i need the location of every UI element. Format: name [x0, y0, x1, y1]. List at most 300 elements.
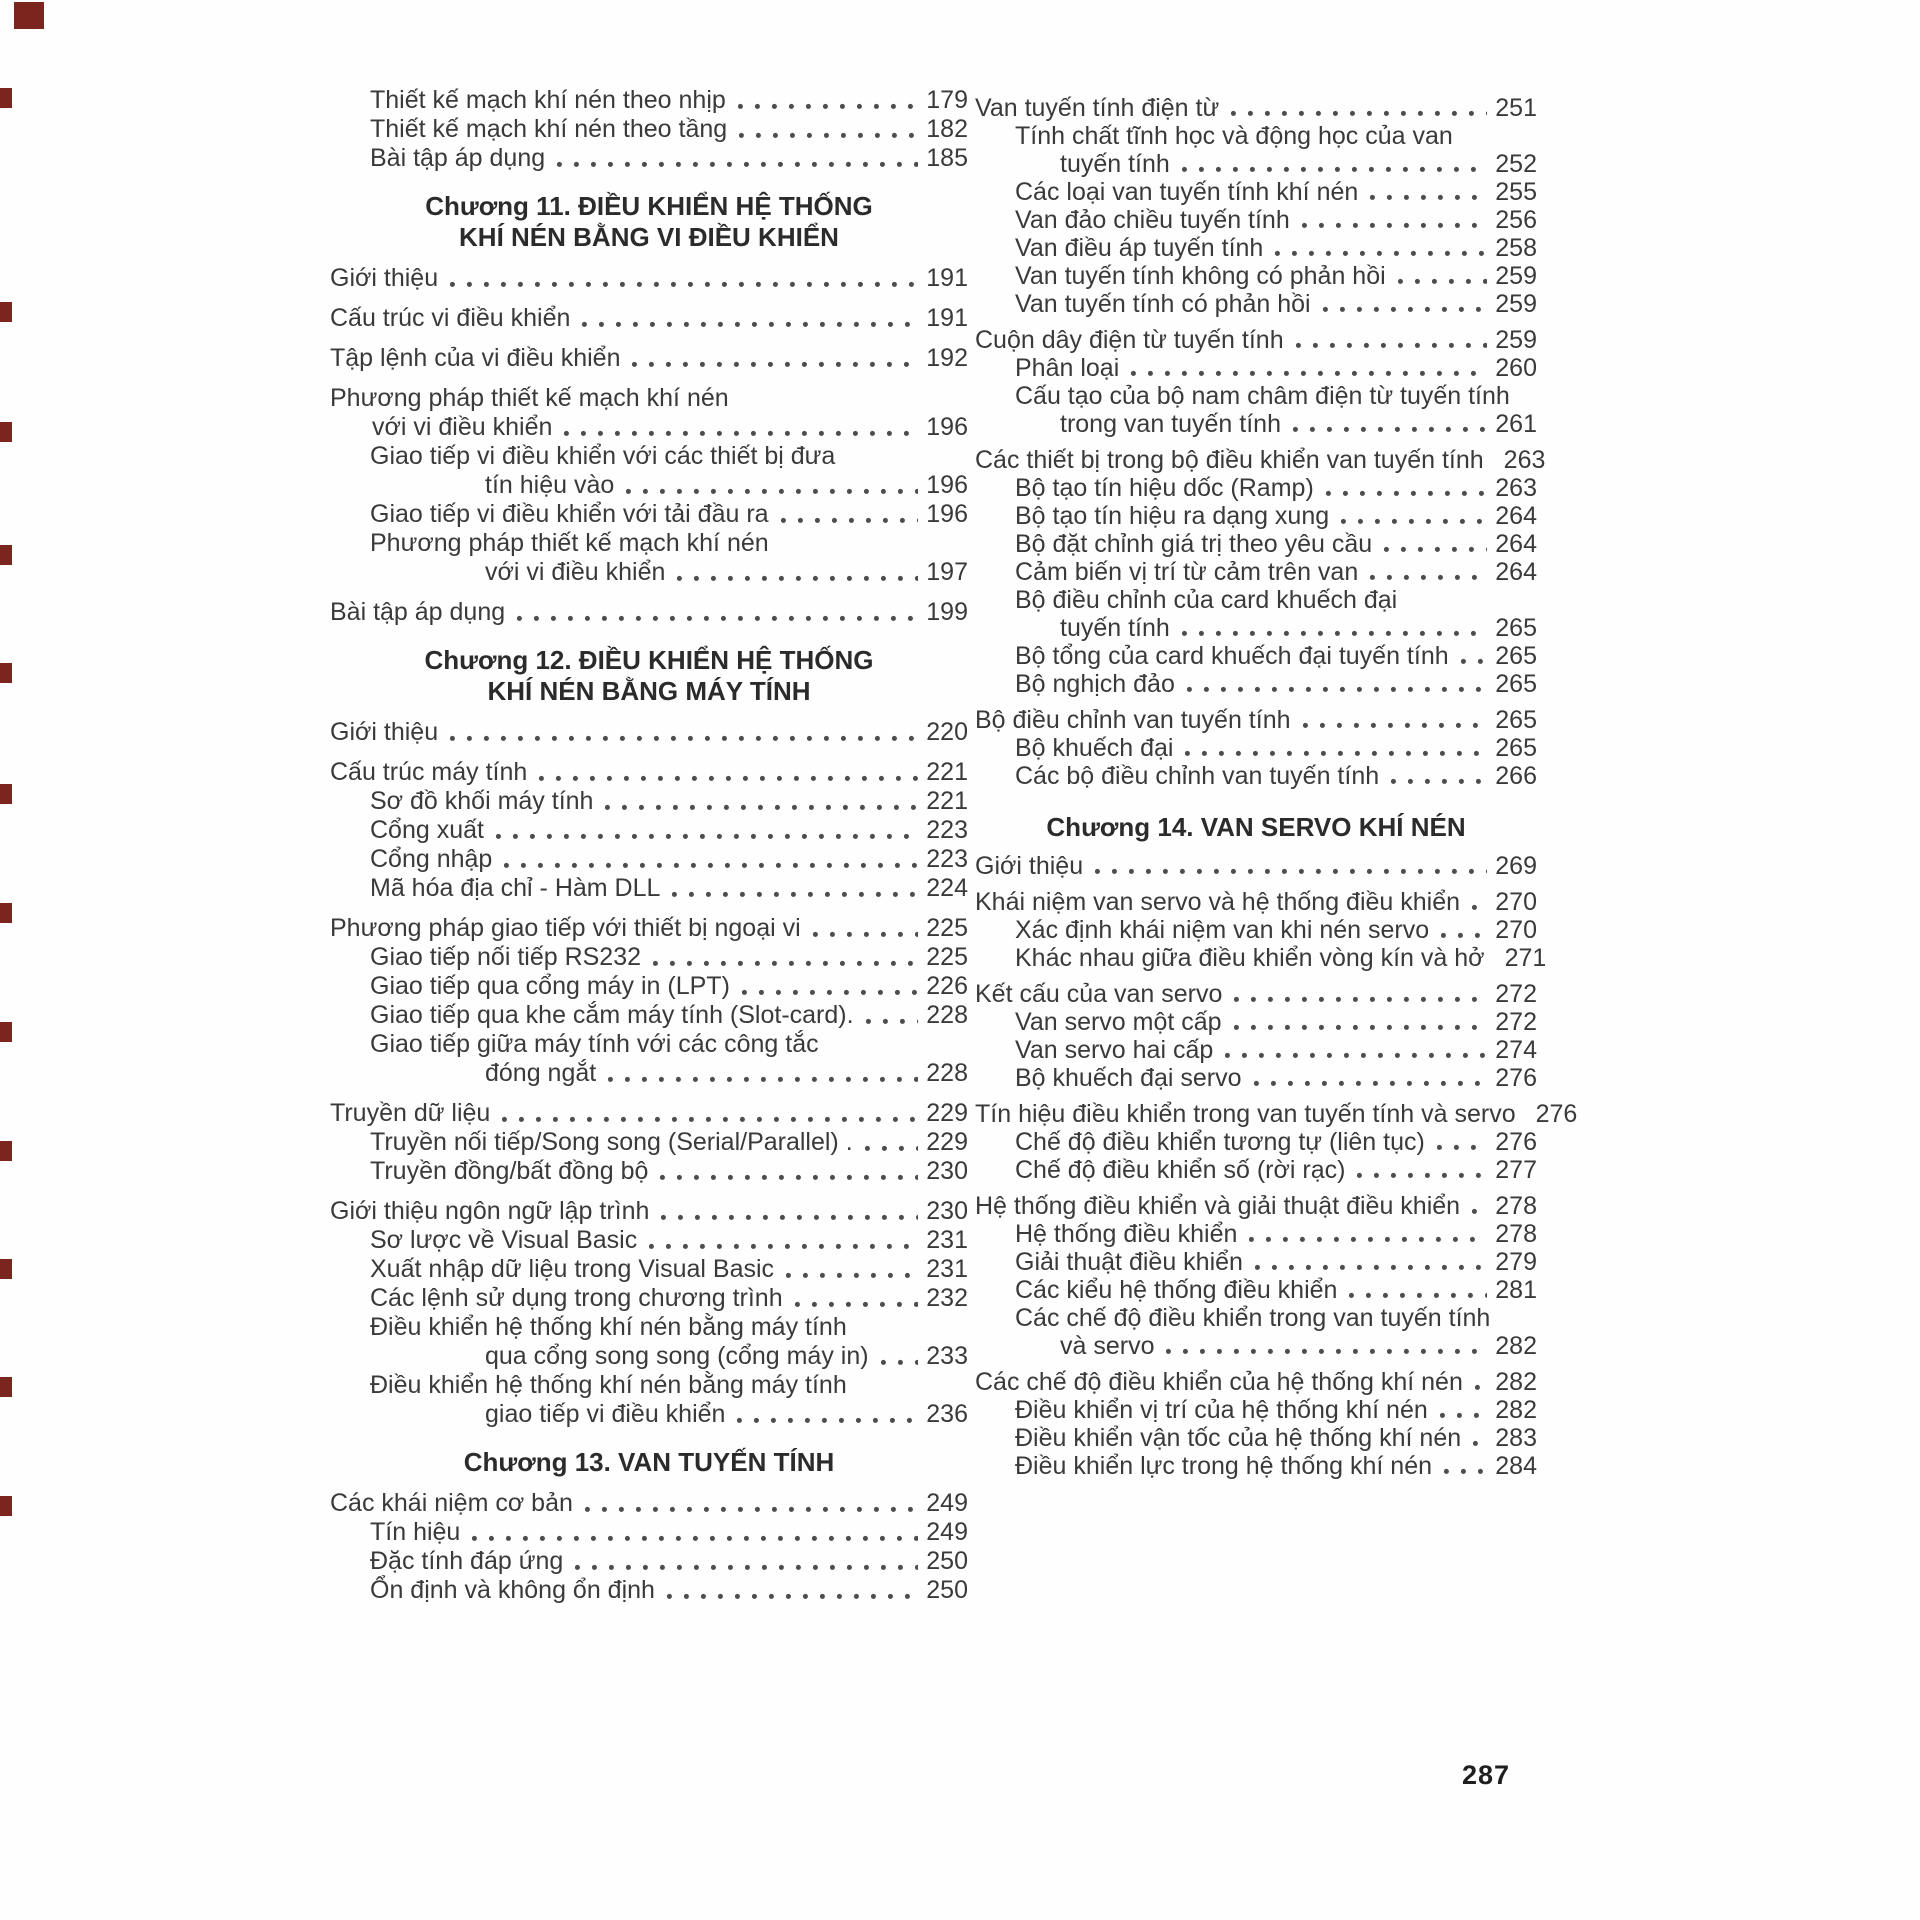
dot-leader — [660, 1174, 918, 1181]
dot-leader — [661, 1214, 918, 1221]
toc-entry-page: 250 — [926, 1547, 968, 1575]
dot-leader — [605, 804, 918, 811]
toc-entry[interactable] — [975, 1100, 1578, 1128]
toc-entry-page: 221 — [926, 758, 968, 786]
toc-entry-page: 251 — [1495, 94, 1537, 122]
dot-leader — [517, 615, 918, 622]
dot-leader — [1461, 658, 1488, 665]
toc-entry-title: Giao tiếp qua khe cắm máy tính (Slot-card). — [370, 1001, 854, 1029]
toc-entry-title-line: Giao tiếp vi điều khiển với các thiết bị đưa — [370, 442, 836, 470]
toc-entry-title: Các chế độ điều khiển của hệ thống khí nén — [975, 1368, 1463, 1396]
toc-entry-page: 225 — [926, 943, 968, 971]
dot-leader — [1234, 996, 1487, 1003]
toc-entry-page: 223 — [926, 845, 968, 873]
toc-entry[interactable] — [330, 845, 968, 874]
dot-leader — [738, 103, 919, 110]
dot-leader — [557, 161, 918, 168]
toc-entry[interactable] — [975, 1008, 1537, 1036]
toc-entry-page: 232 — [926, 1284, 968, 1312]
toc-entry[interactable] — [975, 558, 1537, 586]
chapter-heading-line: Chương 14. VAN SERVO KHÍ NÉN — [1046, 812, 1466, 842]
dot-leader — [1323, 306, 1488, 313]
toc-entry-page: 255 — [1495, 178, 1537, 206]
toc-entry-title: Kết cấu của van servo — [975, 980, 1223, 1008]
toc-entry[interactable] — [975, 670, 1537, 698]
toc-entry[interactable] — [330, 874, 968, 903]
dot-leader — [502, 1116, 918, 1123]
dot-leader — [450, 735, 918, 742]
dot-leader — [1440, 1412, 1488, 1419]
toc-entry[interactable] — [330, 1371, 968, 1429]
dot-leader — [1182, 166, 1487, 173]
dot-leader — [1182, 630, 1487, 637]
dot-leader — [1384, 546, 1487, 553]
toc-entry-title: Van tuyến tính điện từ — [975, 94, 1220, 122]
toc-entry[interactable] — [975, 206, 1537, 234]
toc-entry[interactable] — [975, 706, 1537, 734]
toc-entry[interactable] — [975, 474, 1537, 502]
toc-entry-page: 196 — [926, 471, 968, 499]
toc-entry-page: 199 — [926, 598, 968, 626]
chapter-heading — [330, 191, 968, 253]
toc-entry[interactable] — [330, 1226, 968, 1255]
toc-entry[interactable] — [975, 980, 1537, 1008]
toc-entry[interactable] — [975, 1248, 1537, 1276]
toc-entry[interactable] — [975, 888, 1537, 916]
toc-entry-title: Các kiểu hệ thống điều khiển — [1015, 1276, 1338, 1304]
toc-entry[interactable] — [975, 916, 1537, 944]
dot-leader — [1302, 222, 1488, 229]
toc-entry[interactable] — [975, 502, 1537, 530]
toc-entry-page: 272 — [1495, 980, 1537, 1008]
toc-entry-title: Ổn định và không ổn định — [370, 1576, 655, 1604]
chapter-heading — [330, 1447, 968, 1478]
toc-entry[interactable] — [330, 115, 968, 144]
toc-entry-page: 226 — [926, 972, 968, 1000]
dot-leader — [632, 361, 918, 368]
toc-entry[interactable] — [975, 944, 1547, 972]
toc-entry[interactable] — [975, 94, 1537, 122]
toc-entry[interactable] — [330, 787, 968, 816]
toc-entry-title: Các bộ điều chỉnh van tuyến tính — [1015, 762, 1380, 790]
toc-entry-title-line: Giao tiếp giữa máy tính với các công tắc — [370, 1030, 819, 1058]
toc-entry[interactable] — [975, 734, 1537, 762]
toc-entry-title: Điều khiển lực trong hệ thống khí nén — [1015, 1452, 1433, 1480]
toc-entry-page: 261 — [1495, 410, 1537, 438]
toc-entry-title: Truyền dữ liệu — [330, 1099, 491, 1127]
toc-entry[interactable] — [330, 384, 968, 442]
dot-leader — [1185, 750, 1487, 757]
toc-entry-title: Tín hiệu điều khiển trong van tuyến tính và servo — [975, 1100, 1516, 1128]
toc-entry-page: 259 — [1495, 262, 1537, 290]
toc-entry-page: 264 — [1495, 502, 1537, 530]
dot-leader — [1231, 110, 1487, 117]
toc-entry-title: Giới thiệu — [330, 264, 439, 292]
dot-leader — [1475, 1384, 1487, 1391]
toc-entry[interactable] — [330, 758, 968, 787]
toc-entry-page: 223 — [926, 816, 968, 844]
dot-leader — [450, 281, 918, 288]
toc-entry-page: 229 — [926, 1128, 968, 1156]
dot-leader — [1391, 778, 1487, 785]
toc-entry[interactable] — [975, 122, 1537, 178]
toc-entry-page: 265 — [1495, 614, 1537, 642]
dot-leader — [1187, 686, 1487, 693]
scan-mark — [0, 1377, 12, 1397]
toc-entry-title-line: Phương pháp thiết kế mạch khí nén — [370, 529, 769, 557]
toc-entry[interactable] — [330, 1518, 968, 1547]
toc-entry-page: 185 — [926, 144, 968, 172]
toc-entry-title: Sơ lược về Visual Basic — [370, 1226, 638, 1254]
toc-entry[interactable] — [330, 1489, 968, 1518]
toc-entry-page: 252 — [1495, 150, 1537, 178]
toc-entry-page: 249 — [926, 1518, 968, 1546]
toc-entry-title: Van servo hai cấp — [1015, 1036, 1214, 1064]
toc-entry-page: 182 — [926, 115, 968, 143]
toc-entry-title: Van tuyến tính không có phản hồi — [1015, 262, 1386, 290]
toc-entry-page: 270 — [1495, 916, 1537, 944]
toc-entry-title: Cổng xuất — [370, 816, 484, 844]
toc-entry-page: 191 — [926, 264, 968, 292]
toc-entry-title: Bộ tổng của card khuếch đại tuyến tính — [1015, 642, 1449, 670]
toc-entry-page: 265 — [1495, 734, 1537, 762]
toc-entry[interactable] — [330, 1001, 968, 1030]
toc-entry-page: 269 — [1495, 852, 1537, 880]
toc-entry-title: tuyến tính — [1060, 150, 1170, 178]
toc-entry-page: 231 — [926, 1226, 968, 1254]
toc-entry-title: Van tuyến tính có phản hồi — [1015, 290, 1311, 318]
toc-entry-page: 264 — [1495, 530, 1537, 558]
dot-leader — [1444, 1468, 1487, 1475]
toc-entry-page: 283 — [1495, 1424, 1537, 1452]
toc-entry[interactable] — [975, 586, 1537, 642]
toc-entry[interactable] — [330, 816, 968, 845]
toc-entry[interactable] — [330, 1197, 968, 1226]
toc-entry[interactable] — [975, 262, 1537, 290]
toc-entry-title: Các loại van tuyến tính khí nén — [1015, 178, 1359, 206]
toc-entry-title: Chế độ điều khiển tương tự (liên tục) — [1015, 1128, 1425, 1156]
toc-entry[interactable] — [975, 382, 1537, 438]
page-number: 287 — [1462, 1760, 1511, 1790]
dot-leader — [504, 862, 918, 869]
toc-entry[interactable] — [330, 442, 968, 500]
toc-entry[interactable] — [330, 1547, 968, 1576]
scan-mark — [14, 2, 44, 29]
scan-mark — [0, 302, 12, 322]
dot-leader — [742, 989, 918, 996]
dot-leader — [1370, 194, 1487, 201]
toc-entry-page: 279 — [1495, 1248, 1537, 1276]
toc-entry-page: 278 — [1495, 1192, 1537, 1220]
toc-entry-title: Bộ tạo tín hiệu ra dạng xung — [1015, 502, 1330, 530]
toc-entry-title: Van điều áp tuyến tính — [1015, 234, 1264, 262]
toc-entry-title: Cấu trúc máy tính — [330, 758, 528, 786]
toc-entry-page: 277 — [1495, 1156, 1537, 1184]
toc-entry[interactable] — [330, 86, 968, 115]
toc-entry-page: 263 — [1495, 474, 1537, 502]
toc-entry-page: 266 — [1495, 762, 1537, 790]
chapter-heading-line: KHÍ NÉN BẰNG VI ĐIỀU KHIỂN — [459, 222, 839, 252]
toc-column-right — [975, 86, 1578, 1480]
toc-entry-page: 249 — [926, 1489, 968, 1517]
toc-entry-title: Cuộn dây điện từ tuyến tính — [975, 326, 1284, 354]
toc-entry-title: Tập lệnh của vi điều khiển — [330, 344, 621, 372]
toc-entry-title: qua cổng song song (cổng máy in) — [485, 1342, 869, 1370]
toc-entry-title: Bộ khuếch đại servo — [1015, 1064, 1242, 1092]
toc-entry[interactable] — [975, 1424, 1537, 1452]
toc-entry-title-line: Tính chất tĩnh học và động học của van — [1015, 122, 1453, 150]
toc-entry-title: và servo — [1060, 1332, 1155, 1360]
toc-entry[interactable] — [975, 1192, 1537, 1220]
toc-entry-title-line: Điều khiển hệ thống khí nén bằng máy tính — [370, 1371, 847, 1399]
toc-entry-page: 282 — [1495, 1332, 1537, 1360]
toc-entry-title: Bài tập áp dụng — [370, 144, 546, 172]
toc-entry-page: 179 — [926, 86, 968, 114]
toc-entry-page: 230 — [926, 1197, 968, 1225]
dot-leader — [1398, 278, 1488, 285]
toc-entry-title: tuyến tính — [1060, 614, 1170, 642]
toc-entry-title-line: Các chế độ điều khiển trong van tuyến tính — [1015, 1304, 1491, 1332]
toc-entry-page: 276 — [1495, 1064, 1537, 1092]
chapter-heading-line: Chương 13. VAN TUYẾN TÍNH — [463, 1447, 835, 1477]
scan-mark — [0, 1022, 12, 1042]
toc-entry[interactable] — [330, 943, 968, 972]
dot-leader — [1341, 518, 1487, 525]
toc-entry[interactable] — [975, 326, 1537, 354]
toc-entry-title: Sơ đồ khối máy tính — [370, 787, 594, 815]
toc-entry[interactable] — [330, 304, 968, 333]
toc-entry-title: Đặc tính đáp ứng — [370, 1547, 564, 1575]
dot-leader — [1349, 1292, 1487, 1299]
toc-entry-page: 284 — [1495, 1452, 1537, 1480]
toc-entry-page: 191 — [926, 304, 968, 332]
toc-entry[interactable] — [330, 1313, 968, 1371]
toc-entry-page: 260 — [1495, 354, 1537, 382]
toc-entry-title-line: Bộ điều chỉnh của card khuếch đại — [1015, 586, 1398, 614]
toc-entry-title: Truyền nối tiếp/Song song (Serial/Parallel) . — [370, 1128, 853, 1156]
toc-entry[interactable] — [975, 178, 1537, 206]
dot-leader — [1249, 1236, 1487, 1243]
toc-entry-page: 258 — [1495, 234, 1537, 262]
toc-entry-title: Hệ thống điều khiển và giải thuật điều khiển — [975, 1192, 1461, 1220]
dot-leader — [653, 960, 918, 967]
toc-entry[interactable] — [975, 1396, 1537, 1424]
toc-entry[interactable] — [330, 144, 968, 173]
toc-entry-page: 220 — [926, 718, 968, 746]
toc-entry-page: 263 — [1503, 446, 1546, 474]
toc-entry-page: 197 — [926, 558, 968, 586]
scan-mark — [0, 1496, 12, 1516]
dot-leader — [585, 1506, 918, 1513]
toc-entry-page: 196 — [926, 413, 968, 441]
toc-entry-title: Thiết kế mạch khí nén theo tầng — [370, 115, 728, 143]
toc-entry[interactable] — [975, 1276, 1537, 1304]
dot-leader — [795, 1301, 919, 1308]
toc-entry[interactable] — [975, 1064, 1537, 1092]
toc-entry-title: Giới thiệu ngôn ngữ lập trình — [330, 1197, 650, 1225]
toc-entry[interactable] — [330, 1284, 968, 1313]
dot-leader — [1234, 1024, 1488, 1031]
scan-mark — [0, 784, 12, 804]
toc-entry[interactable] — [975, 642, 1537, 670]
toc-entry-page: 276 — [1495, 1128, 1537, 1156]
toc-entry-page: 236 — [926, 1400, 968, 1428]
toc-entry-title: Các lệnh sử dụng trong chương trình — [370, 1284, 783, 1312]
toc-entry-title: với vi điều khiển — [485, 558, 666, 586]
toc-entry[interactable] — [975, 1368, 1537, 1396]
dot-leader — [1326, 490, 1488, 497]
toc-entry-title: Giao tiếp qua cổng máy in (LPT) — [370, 972, 730, 1000]
toc-entry-title-line: Cấu tạo của bộ nam châm điện từ tuyến tính — [1015, 382, 1510, 410]
toc-entry[interactable] — [330, 718, 968, 747]
dot-leader — [739, 132, 918, 139]
toc-entry[interactable] — [330, 972, 968, 1001]
dot-leader — [813, 931, 919, 938]
toc-entry-title: Điều khiển vị trí của hệ thống khí nén — [1015, 1396, 1428, 1424]
toc-entry[interactable] — [975, 1036, 1537, 1064]
toc-entry[interactable] — [975, 530, 1537, 558]
toc-entry[interactable] — [330, 1576, 968, 1605]
toc-entry-page: 265 — [1495, 670, 1537, 698]
toc-entry-page: 276 — [1535, 1100, 1578, 1128]
toc-entry[interactable] — [330, 344, 968, 373]
dot-leader — [1472, 904, 1487, 911]
dot-leader — [1303, 722, 1488, 729]
toc-entry-page: 259 — [1495, 326, 1537, 354]
scan-mark — [0, 88, 12, 108]
toc-entry[interactable] — [330, 500, 968, 529]
toc-entry[interactable] — [330, 1099, 968, 1128]
toc-entry[interactable] — [330, 1157, 968, 1186]
toc-entry[interactable] — [975, 290, 1537, 318]
dot-leader — [1472, 1208, 1487, 1215]
dot-leader — [1131, 370, 1487, 377]
toc-entry-page: 250 — [926, 1576, 968, 1604]
toc-entry-page: 259 — [1495, 290, 1537, 318]
toc-entry[interactable] — [330, 598, 968, 627]
dot-leader — [1255, 1264, 1487, 1271]
toc-entry-title: Van servo một cấp — [1015, 1008, 1222, 1036]
toc-entry-title: Bộ nghịch đảo — [1015, 670, 1175, 698]
scan-mark — [0, 545, 12, 565]
toc-entry-title: Giao tiếp vi điều khiển với tải đầu ra — [370, 500, 769, 528]
toc-entry[interactable] — [975, 1128, 1537, 1156]
dot-leader — [1225, 1052, 1487, 1059]
dot-leader — [881, 1359, 919, 1366]
toc-entry-title: Thiết kế mạch khí nén theo nhịp — [370, 86, 726, 114]
dot-leader — [786, 1272, 918, 1279]
toc-entry-page: 230 — [926, 1157, 968, 1185]
dot-leader — [866, 1018, 919, 1025]
dot-leader — [539, 775, 918, 782]
chapter-heading-line: Chương 12. ĐIỀU KHIỂN HỆ THỐNG — [424, 645, 874, 675]
toc-entry-page: 265 — [1495, 642, 1537, 670]
toc-entry[interactable] — [330, 1128, 968, 1157]
dot-leader — [1166, 1348, 1487, 1355]
dot-leader — [564, 430, 918, 437]
toc-entry-title: Khái niệm van servo và hệ thống điều khiển — [975, 888, 1461, 916]
dot-leader — [1370, 574, 1487, 581]
toc-entry-page: 228 — [926, 1059, 968, 1087]
toc-entry[interactable] — [975, 1156, 1537, 1184]
toc-entry-title: Khác nhau giữa điều khiển vòng kín và hở — [1015, 944, 1485, 972]
dot-leader — [1473, 1440, 1487, 1447]
toc-entry-title: Giao tiếp nối tiếp RS232 — [370, 943, 642, 971]
toc-entry-title-line: Phương pháp thiết kế mạch khí nén — [330, 384, 729, 412]
toc-entry-page: 228 — [926, 1001, 968, 1029]
dot-leader — [672, 891, 918, 898]
toc-entry-title: Bài tập áp dụng — [330, 598, 506, 626]
toc-entry[interactable] — [975, 1452, 1537, 1480]
scan-mark — [0, 663, 12, 683]
toc-entry-title: Giới thiệu — [330, 718, 439, 746]
dot-leader — [1357, 1172, 1487, 1179]
dot-leader — [608, 1076, 918, 1083]
toc-entry-title: Phân loại — [1015, 354, 1120, 382]
toc-entry-title: Giới thiệu — [975, 852, 1084, 880]
toc-entry-page: 281 — [1495, 1276, 1537, 1304]
toc-entry[interactable] — [330, 1030, 968, 1088]
toc-entry-title: trong van tuyến tính — [1060, 410, 1281, 438]
dot-leader — [626, 488, 918, 495]
toc-entry-title: Bộ khuếch đại — [1015, 734, 1174, 762]
chapter-heading — [975, 812, 1537, 843]
toc-entry[interactable] — [975, 354, 1537, 382]
toc-entry-page: 256 — [1495, 206, 1537, 234]
toc-entry-page: 229 — [926, 1099, 968, 1127]
dot-leader — [582, 321, 918, 328]
toc-entry-title: tín hiệu vào — [485, 471, 615, 499]
dot-leader — [677, 575, 918, 582]
dot-leader — [1296, 342, 1488, 349]
toc-entry[interactable] — [330, 529, 968, 587]
scan-mark — [0, 1259, 12, 1279]
toc-entry-page: 233 — [926, 1342, 968, 1370]
toc-entry[interactable] — [330, 264, 968, 293]
dot-leader — [737, 1417, 918, 1424]
toc-entry-title: Van đảo chiều tuyến tính — [1015, 206, 1290, 234]
toc-entry-page: 271 — [1504, 944, 1547, 972]
toc-entry[interactable] — [330, 1255, 968, 1284]
toc-entry[interactable] — [975, 1220, 1537, 1248]
toc-entry[interactable] — [330, 914, 968, 943]
dot-leader — [1441, 932, 1487, 939]
toc-entry-title: Chế độ điều khiển số (rời rạc) — [1015, 1156, 1346, 1184]
toc-entry-title: giao tiếp vi điều khiển — [485, 1400, 726, 1428]
toc-entry[interactable] — [975, 446, 1546, 474]
toc-entry-title: Cấu trúc vi điều khiển — [330, 304, 571, 332]
toc-entry[interactable] — [975, 852, 1537, 880]
dot-leader — [1437, 1144, 1487, 1151]
toc-entry-title: Bộ đặt chỉnh giá trị theo yêu cầu — [1015, 530, 1373, 558]
dot-leader — [667, 1593, 918, 1600]
toc-entry-page: 264 — [1495, 558, 1537, 586]
toc-entry-title: Phương pháp giao tiếp với thiết bị ngoại vi — [330, 914, 801, 942]
dot-leader — [649, 1243, 918, 1250]
toc-entry-title: Bộ điều chỉnh van tuyến tính — [975, 706, 1291, 734]
toc-entry[interactable] — [975, 234, 1537, 262]
toc-entry[interactable] — [975, 1304, 1537, 1360]
toc-entry-title: Hệ thống điều khiển — [1015, 1220, 1238, 1248]
toc-entry-title: Tín hiệu — [370, 1518, 461, 1546]
toc-entry-title: Giải thuật điều khiển — [1015, 1248, 1243, 1276]
toc-entry-page: 192 — [926, 344, 968, 372]
toc-entry[interactable] — [975, 762, 1537, 790]
toc-entry-title: Truyền đồng/bất đồng bộ — [370, 1157, 649, 1185]
dot-leader — [781, 517, 919, 524]
dot-leader — [865, 1145, 919, 1152]
toc-column-left — [330, 86, 968, 1605]
